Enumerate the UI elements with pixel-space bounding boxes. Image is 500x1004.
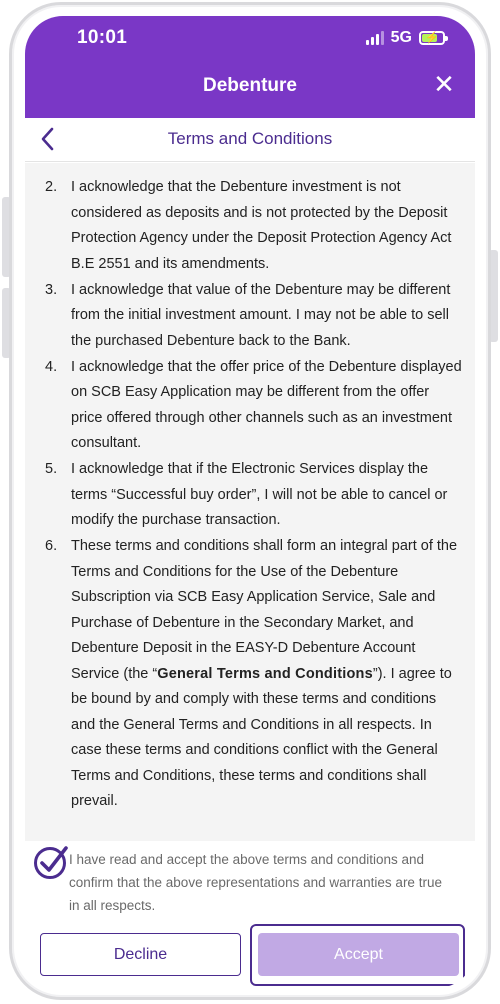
list-item: [45, 534, 463, 815]
terms-content[interactable]: [25, 163, 475, 841]
page-title: Debenture: [203, 75, 297, 96]
app-screen: [25, 16, 475, 988]
defined-term: General Terms and Conditions: [157, 665, 373, 682]
terms-title: Terms and Conditions: [167, 129, 333, 148]
item-number: 2.: [45, 179, 58, 195]
terms-list: [25, 163, 475, 815]
item-text: I acknowledge that the offer price of the Debenture displayed on SCB Easy Application may be different from the offer price offered through other channels such as an investment consultant.: [71, 358, 462, 451]
list-item: [45, 175, 463, 277]
status-icons: [366, 29, 445, 47]
close-icon[interactable]: ✕: [433, 69, 455, 99]
battery-icon: [419, 31, 445, 45]
item-text: [71, 534, 463, 815]
item-text: I acknowledge that value of the Debenture may be different from the initial investment amount. I may not be able to sell the purchased Debenture back to the Bank.: [71, 281, 451, 349]
item-number: 4.: [45, 358, 58, 375]
network-label: 5G: [390, 29, 412, 46]
item-number: 6.: [45, 538, 58, 554]
list-item: [45, 355, 463, 457]
status-time: 10:01: [77, 27, 128, 48]
decline-button[interactable]: Decline: [40, 933, 241, 976]
accept-button[interactable]: Accept: [258, 933, 459, 976]
subheader: [25, 118, 475, 162]
item-text: I acknowledge that if the Electronic Services display the terms “Successful buy order”, I will not be able to cancel or modify the purchase transaction.: [71, 461, 448, 528]
item-text-part: ”). I agree to be bound by and comply with these terms and conditions and the General Terms and Conditions in all respects. In case these terms and conditions conflict with the General Terms and Conditions, these terms and conditions shall prevail.: [71, 665, 452, 809]
item-text-part: These terms and conditions shall form an integral part of the Terms and Conditions for the Use of the Debenture Subscription via SCB Easy Application Service, Sale and Purchase of Debenture in the Secondary Market, and Debenture Deposit in the EASY-D Debenture Account Service (the “: [71, 538, 458, 682]
signal-icon: [366, 31, 384, 45]
charging-icon: ⚡: [425, 32, 439, 44]
item-text: I acknowledge that the Debenture investment is not considered as deposits and is not protected by the Deposit Protection Agency under the Deposit Protection Agency Act B.E 2551 and its amendments.: [71, 179, 452, 272]
item-number: 3.: [45, 281, 58, 298]
item-number: 5.: [45, 461, 58, 477]
list-item: [45, 457, 463, 534]
consent-text: I have read and accept the above terms and conditions and confirm that the above representations and warranties are true in all respects.: [69, 852, 442, 913]
list-item: [45, 278, 463, 355]
checkbox-checked-icon[interactable]: [33, 844, 69, 880]
